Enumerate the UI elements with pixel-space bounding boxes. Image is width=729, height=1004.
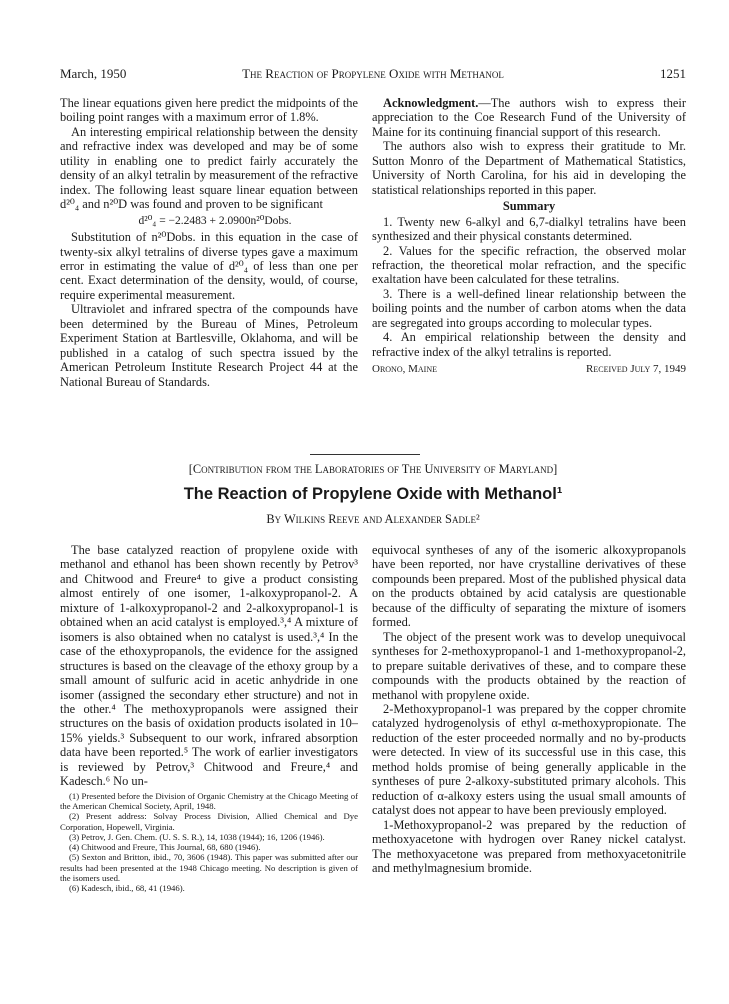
upper-left-column (60, 96, 358, 389)
author-line: By Wilkins Reeve and Alexander Sadle² (266, 512, 480, 526)
footnote: (2) Present address: Solvay Process Division, Allied Chemical and Dye Corporation, Hopewell, Virginia. (60, 811, 358, 832)
paragraph: The linear equations given here predict the midpoints of the boiling point ranges with a maximum error of 1.8%. (60, 96, 358, 125)
issue-date: March, 1950 (60, 66, 127, 81)
summary-heading: Summary (502, 199, 556, 214)
footnotes (60, 791, 358, 894)
upper-right-column (372, 96, 686, 376)
acknowledgment-text: —The authors wish to express their appreciation to the Coe Research Fund of the University of Maine for its continuing financial support of this research. (372, 96, 686, 139)
acknowledgment-paragraph (372, 96, 686, 139)
received-date: Received July 7, 1949 (586, 363, 686, 376)
paragraph: 2-Methoxypropanol-1 was prepared by the copper chromite catalyzed hydrogenolysis of ethyl α-methoxypropionate. The reduction of the ester proceeded normally and no by-products were detected. In view of its successful use in this case, this method holds promise of being generally applicable in the syntheses of pure 2-alkoxy-substituted primary alcohols. This reduction of α-alkoxy esters using the usual small amounts of catalyst does not appear to have been previously employed. (372, 701, 686, 818)
footnote: (4) Chitwood and Freure, This Journal, 68, 680 (1946). (69, 842, 261, 853)
page-number: 1251 (660, 66, 686, 81)
footnote: (5) Sexton and Britton, ibid., 70, 3606 (1948). This paper was submitted after our results had been presented at the 1948 Chicago meeting. No description is given of the isomers used. (60, 852, 358, 884)
paragraph: The base catalyzed reaction of propylene oxide with methanol and ethanol has been shown recently by Petrov³ and Chitwood and Freure⁴ to give a product consisting almost entirely of one isomer, 1-alkoxypropanol-2. A mixture of 1-alkoxypropanol-2 and 2-alkoxypropanol-1 is obtained when an acid catalyst is employed.³,⁴ A mixture of isomers is also obtained when no catalyst is used.³,⁴ In the case of the ethoxypropanols, the evidence for the assigned structures is based on the cleavage of the ethoxy group by a small amount of sulfuric acid in acetic anhydride in one isomer (assigned the secondary ether structure) and not in the other.⁴ The methoxypropanols were assigned their structures on the basis of oxidation products isolated in 10–15% yields.³ Subsequent to our work, infrared absorption data have been reported.⁵ The work of earlier investigators is reviewed by Petrov,³ Chitwood and Freure,⁴ and Kadesch.⁶ No un- (60, 543, 358, 789)
paragraph: Ultraviolet and infrared spectra of the compounds have been determined by the Bureau of Mines, Petroleum Experiment Station at Bartlesville, Oklahoma, and will be published in a catalog of such spectra issued by the American Petroleum Institute Research Project 44 at the National Bureau of Standards. (60, 302, 358, 389)
lower-right-column (372, 543, 686, 875)
summary-item: 1. Twenty new 6-alkyl and 6,7-dialkyl tetralins have been synthesized and their physical constants determined. (372, 214, 686, 244)
summary-item: 4. An empirical relationship between the density and refractive index of the alkyl tetralins is reported. (372, 330, 686, 359)
footnote: (1) Presented before the Division of Organic Chemistry at the Chicago Meeting of the American Chemical Society, April, 1948. (60, 790, 358, 811)
page-header (60, 66, 686, 84)
signoff (372, 362, 686, 376)
article-title: The Reaction of Propylene Oxide with Methanol¹ (183, 485, 563, 503)
location: Orono, Maine (372, 363, 437, 376)
paragraph: The object of the present work was to develop unequivocal syntheses for 2-methoxypropanol-1 and 1-methoxypropanol-2, to prepare suitable derivatives of these, and to compare these compounds with the products obtained by the reaction of methanol with propylene oxide. (372, 629, 686, 702)
paragraph: An interesting empirical relationship between the density and refractive index was developed and may be of some utility in enabling one to predict fairly accurately the density of an alkyl tetralin by measurement of the refractive index. The following least square linear equation between d²⁰₄ and n²⁰D was found and proven to be significant (60, 124, 358, 212)
summary-item: 2. Values for the specific refraction, the observed molar refraction, the theoretical molar refraction, and the specific exaltation have been calculated for these tetralins. (372, 243, 686, 287)
contribution-line: [Contribution from the Laboratories of The University of Maryland] (188, 462, 558, 476)
footnote: (3) Petrov, J. Gen. Chem. (U. S. S. R.), 14, 1038 (1944); 16, 1206 (1946). (69, 831, 325, 842)
acknowledgment-heading: Acknowledgment. (383, 96, 479, 110)
paragraph: Substitution of n²⁰Dobs. in this equation in the case of twenty-six alkyl tetralins of diverse types gave a maximum error in estimating the value of d²⁰₄ of less than one per cent. Exact determination of the density, would, of course, require experimental measurement. (60, 230, 358, 302)
paragraph: equivocal syntheses of any of the isomeric alkoxypropanols have been reported, nor have crystalline derivatives of these compounds been prepared. Most of the published physical data on the products obtained by acid catalysis are questionable because of the difficulty of separating the mixture of isomers formed. (372, 543, 686, 630)
paragraph: 1-Methoxypropanol-2 was prepared by the reduction of methoxyacetone with hydrogen over Raney nickel catalyst. The methoxyacetone was prepared from methoxyacetonitrile and methylmagnesium bromide. (372, 817, 686, 875)
density-equation: d²⁰₄ = −2.2483 + 2.0900n²⁰Dobs. (138, 214, 292, 227)
section-divider (310, 454, 420, 455)
paragraph: The authors also wish to express their gratitude to Mr. Sutton Monro of the Department of Mathematical Statistics, University of North Carolina, for his aid in developing the statistical relationships reported in this paper. (372, 139, 686, 197)
running-title: The Reaction of Propylene Oxide with Methanol (242, 66, 504, 81)
footnote: (6) Kadesch, ibid., 68, 41 (1946). (69, 883, 185, 894)
lower-left-column (60, 543, 358, 894)
summary-item: 3. There is a well-defined linear relationship between the boiling points and the number of carbon atoms when the data are segregated into groups according to molecular types. (372, 286, 686, 330)
